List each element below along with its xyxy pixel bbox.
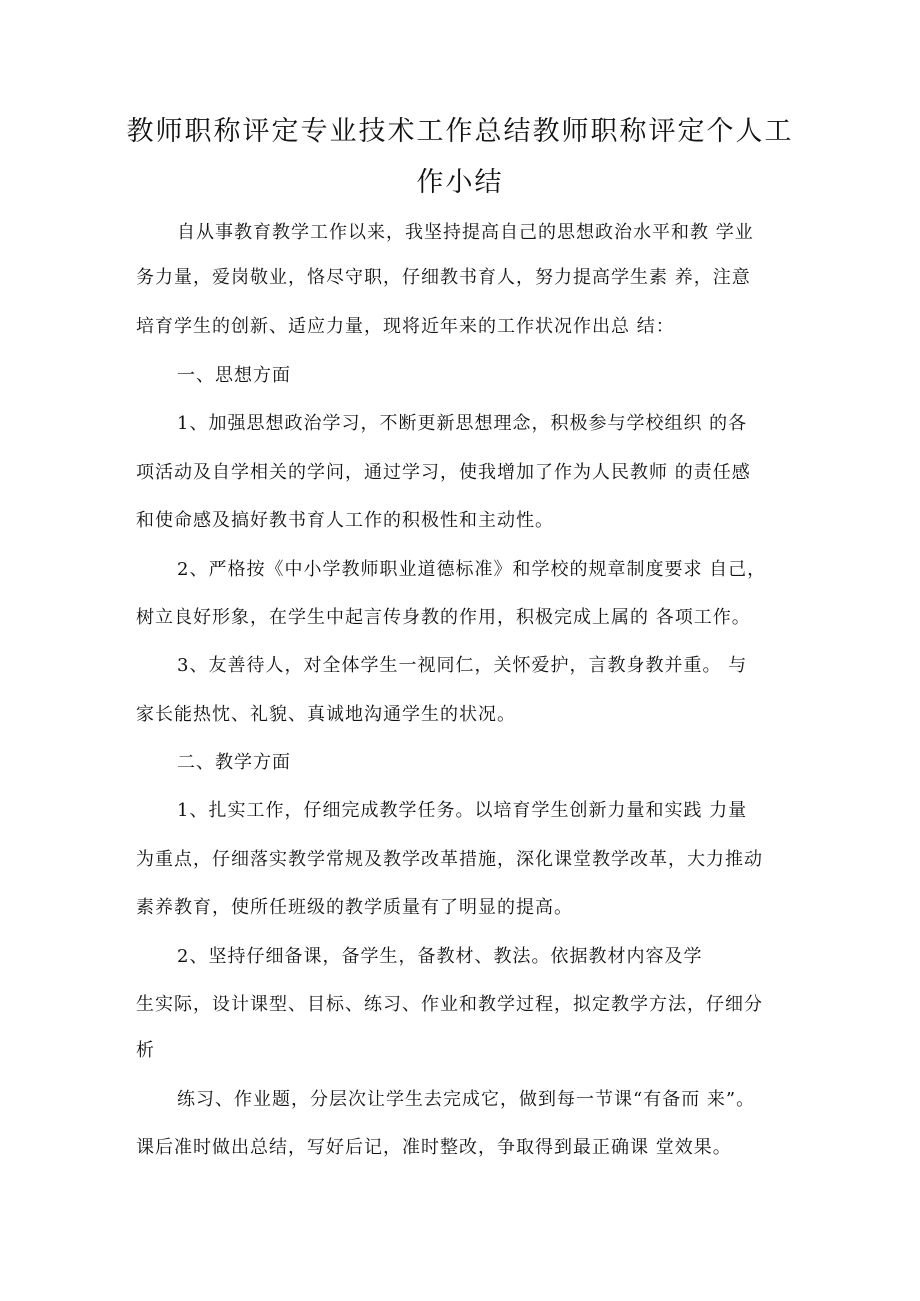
paragraph-line: 课后准时做出总结，写好后记，准时整改，争取得到最正确课 堂效果。 xyxy=(136,1137,732,1158)
paragraph-line: 生实际，设计课型、目标、练习、作业和教学过程，拟定教学方法，仔细分 xyxy=(136,994,763,1015)
document-title-line-2: 作小结 xyxy=(416,167,504,198)
paragraph-line: 为重点，仔细落实教学常规及教学改革措施，深化课堂教学改革，大力推动 xyxy=(136,849,763,870)
paragraph-line: 树立良好形象，在学生中起言传身教的作用，积极完成上属的 各项工作。 xyxy=(136,607,751,628)
paragraph-line: 素养教育，使所任班级的教学质量有了明显的提高。 xyxy=(136,897,573,918)
paragraph-line: 和使命感及搞好教书育人工作的积极性和主动性。 xyxy=(136,510,554,531)
paragraph-line: 3、友善待人，对全体学生一视同仁，关怀爱护，言教身教并重。 与 xyxy=(177,655,748,676)
paragraph-line: 自从事教育教学工作以来，我坚持提高自己的思想政治水平和教 学业 xyxy=(177,222,754,243)
paragraph-line: 2、严格按《中小学教师职业道德标准》和学校的规章制度要求 自己， xyxy=(177,559,767,580)
paragraph-line: 1、扎实工作，仔细完成教学任务。以培育学生创新力量和实践 力量 xyxy=(177,800,748,821)
paragraph-line: 1、加强思想政治学习，不断更新思想理念，积极参与学校组织 的各 xyxy=(177,413,748,434)
paragraph-line: 2、坚持仔细备课，备学生，备教材、教法。依据教材内容及学 xyxy=(177,946,703,967)
paragraph-line: 项活动及自学相关的学问，通过学习，使我增加了作为人民教师 的责任感 xyxy=(136,462,751,483)
paragraph-line: 练习、作业题，分层次让学生去完成它，做到每一节课“有备而 来”。 xyxy=(177,1089,756,1110)
paragraph-line: 家长能热忱、礼貌、真诚地沟通学生的状况。 xyxy=(136,704,516,725)
document-title-line-1: 教师职称评定专业技术工作总结教师职称评定个人工 xyxy=(126,116,794,147)
paragraph-line: 务力量，爱岗敬业，恪尽守职，仔细教书育人，努力提高学生素 养，注意 xyxy=(136,267,751,288)
section-heading-teaching: 二、教学方面 xyxy=(177,752,291,773)
paragraph-line: 析 xyxy=(136,1040,155,1061)
section-heading-ideology: 一、思想方面 xyxy=(177,365,291,386)
paragraph-line: 培育学生的创新、适应力量，现将近年来的工作状况作出总 结： xyxy=(136,316,675,337)
